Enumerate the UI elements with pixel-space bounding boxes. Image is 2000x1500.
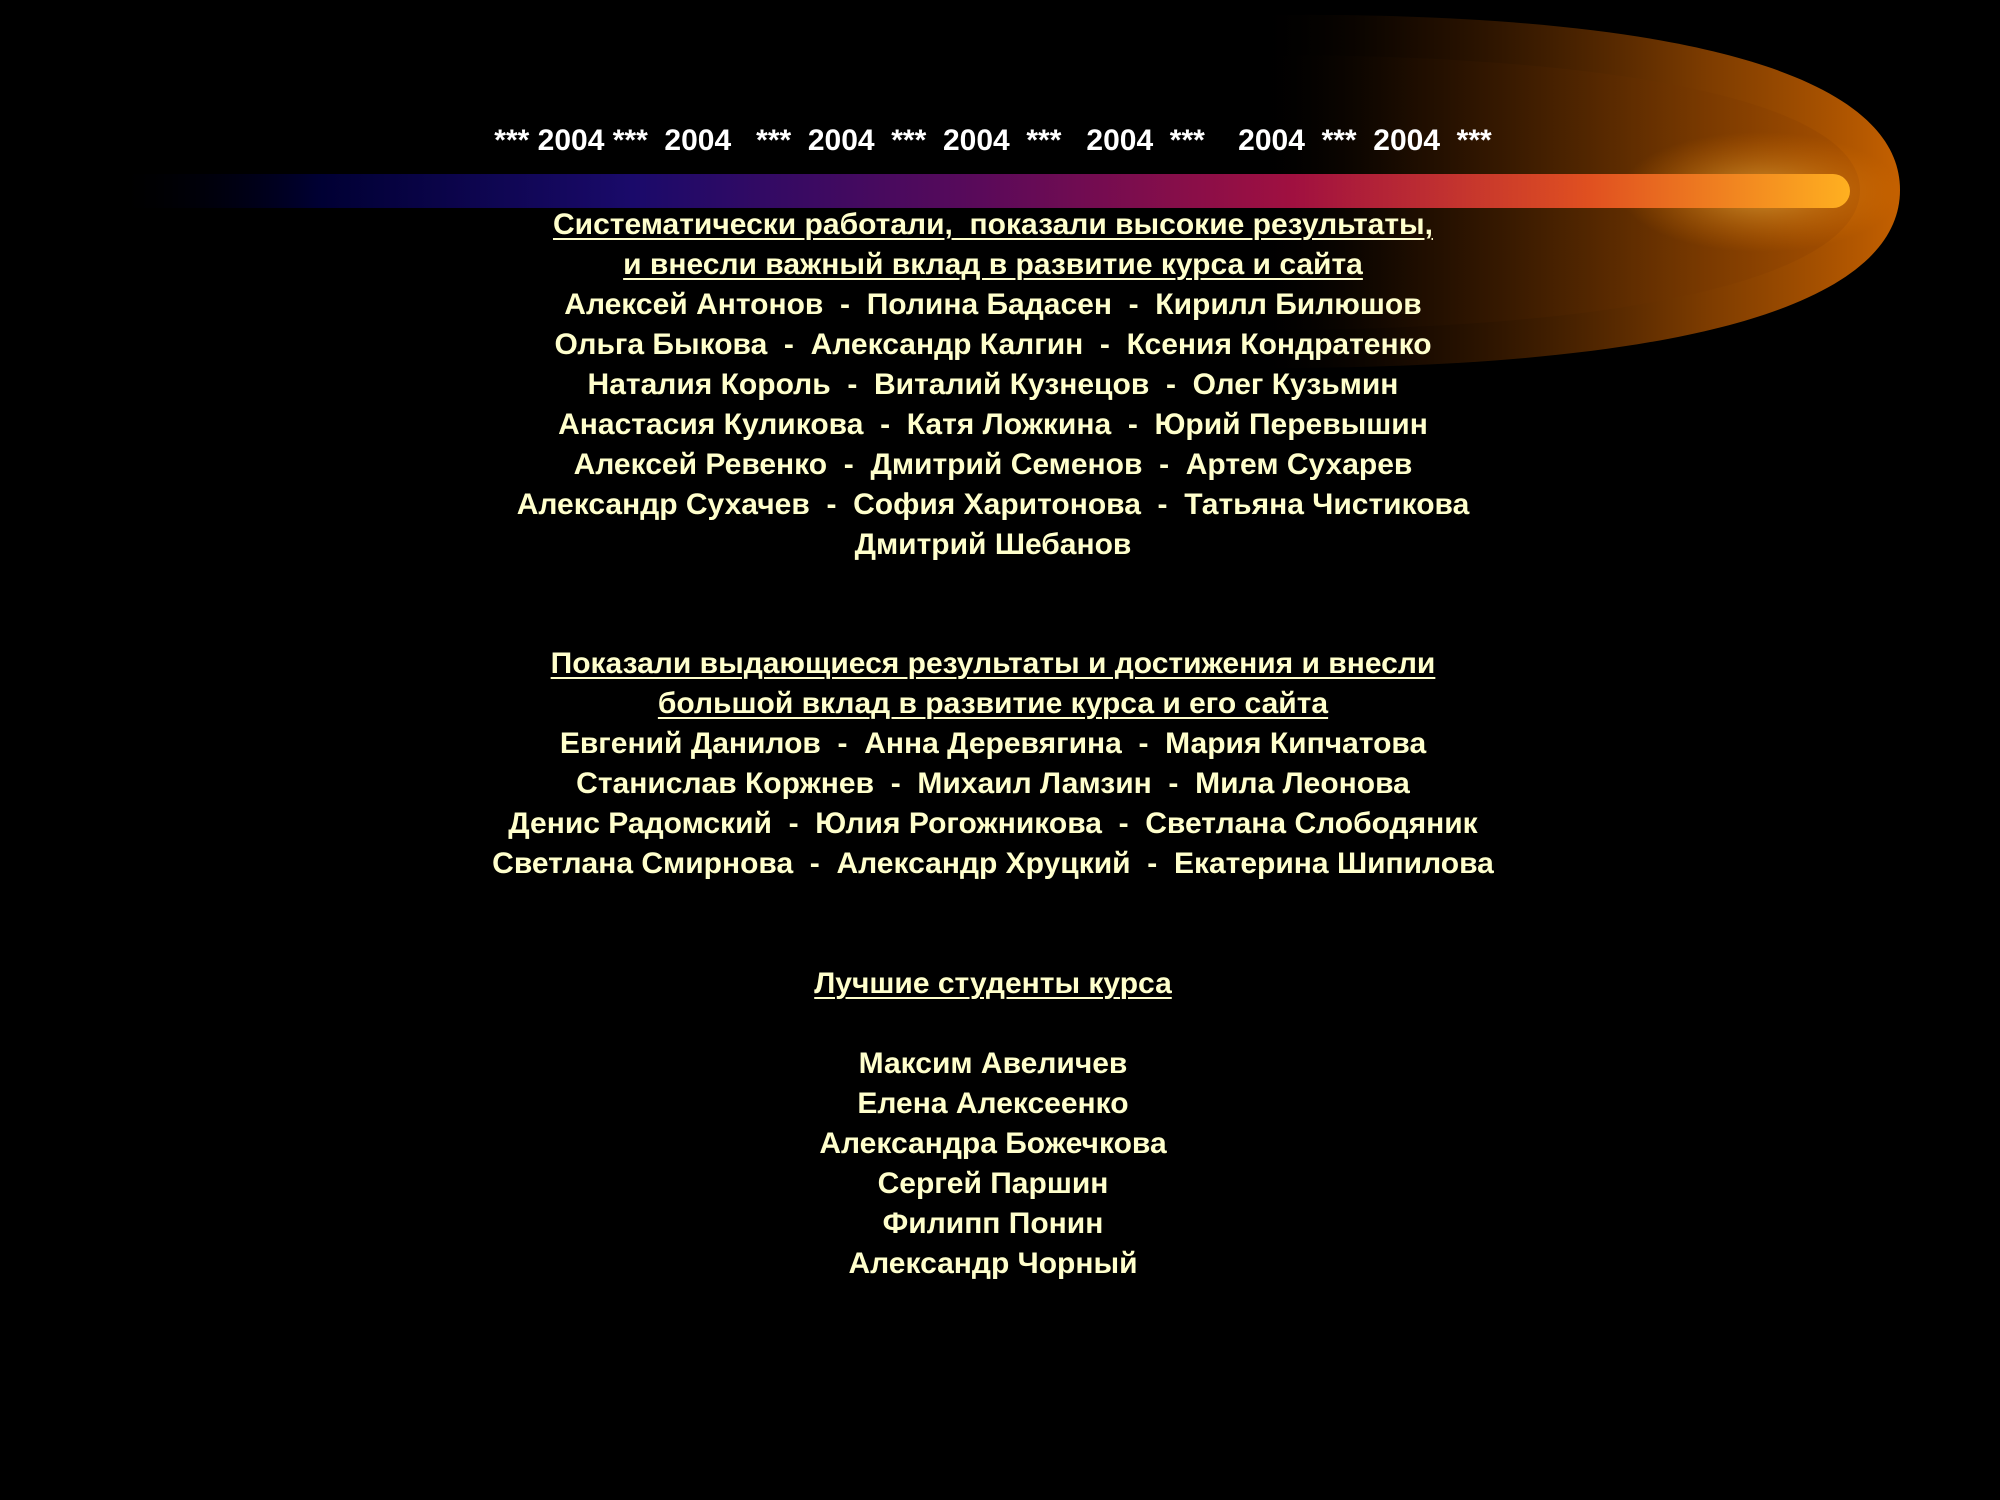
names-line: Светлана Смирнова - Александр Хруцкий - Екатерина Шипилова: [492, 847, 1494, 880]
section-best-students: [0, 964, 1986, 1284]
section-heading-line: Систематически работали, показали высокие результаты,: [552, 208, 1434, 241]
names-line: Филипп Понин: [882, 1207, 1104, 1240]
section-heading-line: и внесли важный вклад в развитие курса и сайта: [623, 248, 1363, 281]
section-heading-line: Лучшие студенты курса: [814, 967, 1172, 1000]
names-line: Ольга Быкова - Александр Калгин - Ксения Кондратенко: [554, 328, 1432, 361]
section-heading-line: большой вклад в развитие курса и его сайта: [657, 687, 1329, 720]
section-heading-line: Показали выдающиеся результаты и достижения и внесли: [550, 647, 1436, 680]
names-line: Елена Алексеенко: [857, 1087, 1129, 1120]
names-line: Станислав Коржнев - Михаил Ламзин - Мила Леонова: [576, 767, 1410, 800]
names-line: Евгений Данилов - Анна Деревягина - Мария Кипчатова: [559, 727, 1427, 760]
names-line: Сергей Паршин: [877, 1167, 1109, 1200]
names-line: Дмитрий Шебанов: [854, 528, 1132, 561]
names-line: Александра Божечкова: [819, 1127, 1167, 1160]
names-line: Анастасия Куликова - Катя Ложкина - Юрий Перевышин: [558, 408, 1428, 441]
names-line: Наталия Король - Виталий Кузнецов - Олег Кузьмин: [587, 368, 1399, 401]
names-line: Александр Чорный: [848, 1247, 1138, 1280]
names-line: Александр Сухачев - София Харитонова - Татьяна Чистикова: [516, 488, 1470, 521]
names-line: Алексей Ревенко - Дмитрий Семенов - Артем Сухарев: [573, 448, 1413, 481]
year-banner: *** 2004 *** 2004 *** 2004 *** 2004 *** 2004 *** 2004 *** 2004 ***: [494, 124, 1492, 157]
section-outstanding-results: [0, 644, 1986, 884]
names-line: Алексей Антонов - Полина Бадасен - Кирилл Билюшов: [564, 288, 1422, 321]
spacer: [0, 1004, 1986, 1044]
section-systematic-work: [0, 205, 1986, 565]
names-line: Денис Радомский - Юлия Рогожникова - Светлана Слободяник: [508, 807, 1478, 840]
names-line: Максим Авеличев: [858, 1047, 1128, 1080]
